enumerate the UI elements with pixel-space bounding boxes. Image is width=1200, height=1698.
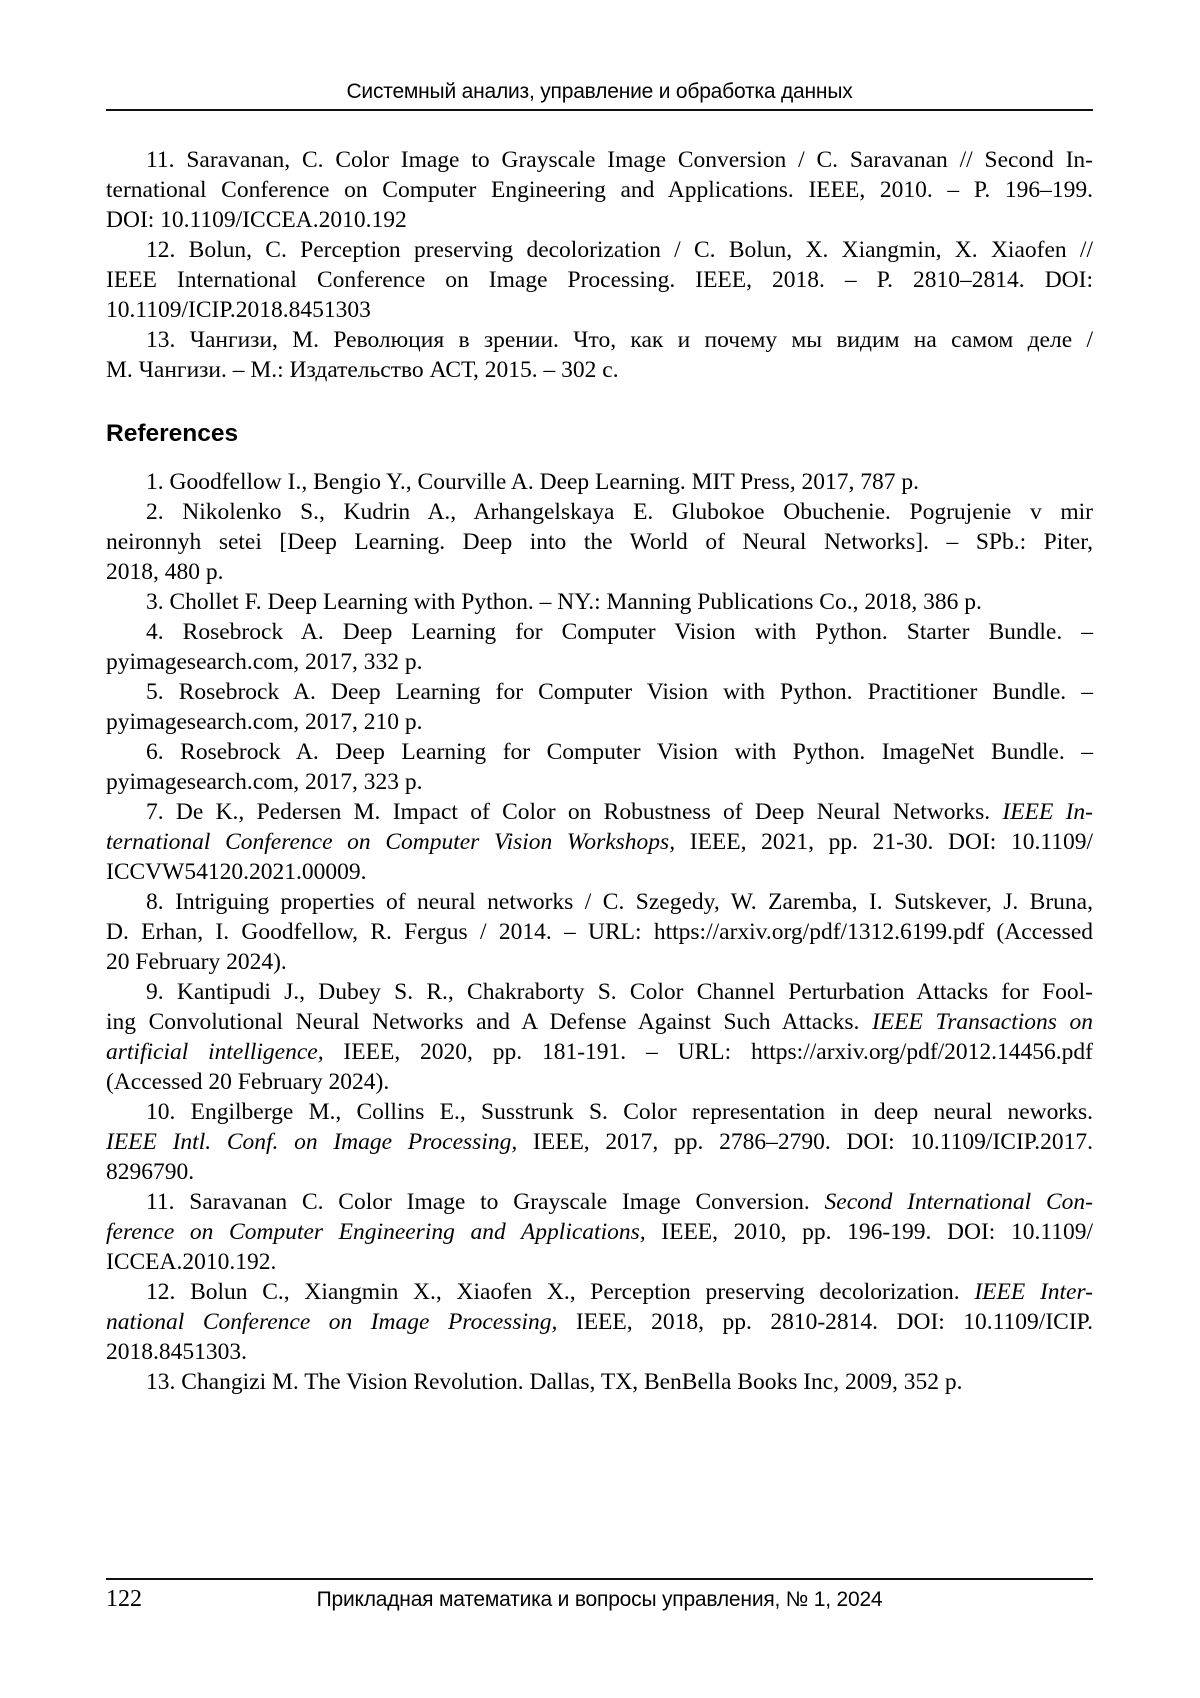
reference-segment: 11. Saravanan, C. Color Image to Grayscale Image Conversion / C. Saravanan // Second In- bbox=[146, 147, 1093, 173]
reference-line bbox=[106, 1067, 1093, 1097]
page-footer bbox=[106, 1578, 1093, 1612]
reference-segment: IEEE, 2010, pp. 196-199. DOI: 10.1109/ bbox=[645, 1219, 1093, 1245]
reference-line bbox=[106, 467, 1093, 497]
reference-segment: 12. Bolun, C. Perception preserving decolorization / C. Bolun, X. Xiangmin, X. Xiaofen // bbox=[146, 237, 1093, 263]
reference-segment: IEEE International Conference on Image Processing. IEEE, 2018. – P. 2810–2814. DOI: bbox=[106, 267, 1093, 293]
reference-segment: neironnyh setei [Deep Learning. Deep into the World of Neural Networks]. – SPb.: Piter, bbox=[106, 529, 1093, 555]
reference-line bbox=[106, 145, 1093, 175]
reference-segment-italic: IEEE Transactions on bbox=[872, 1009, 1093, 1035]
reference-line bbox=[106, 707, 1093, 737]
reference-segment-italic: national Conference on Image Processing, bbox=[106, 1309, 558, 1335]
reference-segment: 11. Saravanan C. Color Image to Grayscale Image Conversion. bbox=[146, 1189, 825, 1215]
reference-line bbox=[106, 977, 1093, 1007]
reference-line bbox=[106, 857, 1093, 887]
reference-segment: ternational Conference on Computer Engineering and Applications. IEEE, 2010. – P. 196–199. bbox=[106, 177, 1093, 203]
reference-line bbox=[106, 557, 1093, 587]
reference-segment: pyimagesearch.com, 2017, 323 p. bbox=[106, 769, 423, 795]
reference-segment: pyimagesearch.com, 2017, 332 p. bbox=[106, 649, 423, 675]
reference-line bbox=[106, 175, 1093, 205]
reference-line bbox=[106, 617, 1093, 647]
reference-segment: 3. Chollet F. Deep Learning with Python. – NY.: Manning Publications Co., 2018, 386 p. bbox=[146, 589, 982, 615]
reference-segment-italic: IEEE In- bbox=[1002, 799, 1093, 825]
reference-line bbox=[106, 647, 1093, 677]
reference-entry bbox=[106, 617, 1093, 677]
reference-entry bbox=[106, 325, 1093, 385]
reference-segment: 7. De K., Pedersen M. Impact of Color on Robustness of Deep Neural Networks. bbox=[146, 799, 1003, 825]
reference-entry bbox=[106, 1277, 1093, 1367]
reference-line bbox=[106, 947, 1093, 977]
reference-segment-italic: artificial intelligence, bbox=[106, 1039, 324, 1065]
reference-line bbox=[106, 827, 1093, 857]
reference-segment: IEEE, 2021, pp. 21-30. DOI: 10.1109/ bbox=[675, 829, 1093, 855]
reference-segment: 4. Rosebrock A. Deep Learning for Computer Vision with Python. Starter Bundle. – bbox=[146, 619, 1093, 645]
reference-segment: 9. Kantipudi J., Dubey S. R., Chakraborty S. Color Channel Perturbation Attacks for Fool- bbox=[146, 979, 1093, 1005]
reference-segment: 8296790. bbox=[106, 1159, 195, 1185]
reference-line bbox=[106, 325, 1093, 355]
document-body bbox=[106, 145, 1093, 1397]
reference-segment: 13. Чангизи, М. Революция в зрении. Что, как и почему мы видим на самом деле / bbox=[146, 327, 1093, 353]
reference-line bbox=[106, 497, 1093, 527]
journal-title: Прикладная математика и вопросы управления, № 1, 2024 bbox=[316, 1588, 883, 1611]
reference-line bbox=[106, 295, 1093, 325]
reference-segment-italic: ternational Conference on Computer Vision Workshops, bbox=[106, 829, 676, 855]
reference-segment: 10. Engilberge M., Collins E., Susstrunk S. Color representation in deep neural neworks. bbox=[146, 1099, 1093, 1125]
reference-line bbox=[106, 737, 1093, 767]
reference-entry bbox=[106, 145, 1093, 235]
reference-segment-italic: ference on Computer Engineering and Applications, bbox=[106, 1219, 646, 1245]
reference-line bbox=[106, 1277, 1093, 1307]
reference-segment: 2018, 480 p. bbox=[106, 559, 224, 585]
reference-line bbox=[106, 1367, 1093, 1397]
reference-line bbox=[106, 587, 1093, 617]
reference-segment: 2018.8451303. bbox=[106, 1339, 247, 1365]
reference-segment: IEEE, 2017, pp. 2786–2790. DOI: 10.1109/ICIP.2017. bbox=[517, 1129, 1093, 1155]
reference-line bbox=[106, 205, 1093, 235]
reference-segment: 12. Bolun C., Xiangmin X., Xiaofen X., Perception preserving decolorization. bbox=[146, 1279, 975, 1305]
reference-line bbox=[106, 1127, 1093, 1157]
reference-line bbox=[106, 1217, 1093, 1247]
reference-segment: D. Erhan, I. Goodfellow, R. Fergus / 2014. – URL: https://arxiv.org/pdf/1312.6199.pdf (Accessed bbox=[106, 919, 1093, 945]
reference-entry bbox=[106, 1097, 1093, 1187]
reference-entry bbox=[106, 587, 1093, 617]
reference-segment: 8. Intriguing properties of neural networks / C. Szegedy, W. Zaremba, I. Sutskever, J. Bruna, bbox=[146, 889, 1093, 915]
running-header-title: Системный анализ, управление и обработка данных bbox=[346, 80, 853, 103]
reference-segment: М. Чангизи. – М.: Издательство АСТ, 2015. – 302 с. bbox=[106, 357, 619, 383]
reference-segment: IEEE, 2020, pp. 181-191. – URL: https://arxiv.org/pdf/2012.14456.pdf bbox=[323, 1039, 1094, 1065]
russian-references-list bbox=[106, 145, 1093, 385]
references-heading: References bbox=[106, 420, 239, 447]
reference-line bbox=[106, 1247, 1093, 1277]
reference-entry bbox=[106, 737, 1093, 797]
reference-entry bbox=[106, 977, 1093, 1097]
running-header bbox=[106, 80, 1093, 111]
reference-line bbox=[106, 797, 1093, 827]
reference-segment: (Accessed 20 February 2024). bbox=[106, 1069, 390, 1095]
reference-line bbox=[106, 1307, 1093, 1337]
reference-segment: 6. Rosebrock A. Deep Learning for Computer Vision with Python. ImageNet Bundle. – bbox=[146, 739, 1093, 765]
reference-segment: 10.1109/ICIP.2018.8451303 bbox=[106, 297, 371, 323]
reference-line bbox=[106, 1007, 1093, 1037]
reference-entry bbox=[106, 467, 1093, 497]
reference-line bbox=[106, 917, 1093, 947]
reference-entry bbox=[106, 235, 1093, 325]
reference-segment: ICCEA.2010.192. bbox=[106, 1249, 277, 1275]
reference-segment: DOI: 10.1109/ICCEA.2010.192 bbox=[106, 207, 407, 233]
reference-segment: 13. Changizi M. The Vision Revolution. Dallas, TX, BenBella Books Inc, 2009, 352 p. bbox=[146, 1369, 963, 1395]
reference-line bbox=[106, 355, 1093, 385]
reference-entry bbox=[106, 1367, 1093, 1397]
reference-segment: ing Convolutional Neural Networks and A Defense Against Such Attacks. bbox=[106, 1009, 873, 1035]
reference-line bbox=[106, 767, 1093, 797]
reference-line bbox=[106, 1187, 1093, 1217]
reference-line bbox=[106, 677, 1093, 707]
reference-segment: 5. Rosebrock A. Deep Learning for Computer Vision with Python. Practitioner Bundle. – bbox=[146, 679, 1093, 705]
page-number: 122 bbox=[106, 1586, 142, 1612]
english-references-list bbox=[106, 467, 1093, 1397]
reference-segment-italic: IEEE Intl. Conf. on Image Processing, bbox=[106, 1129, 518, 1155]
reference-segment: ICCVW54120.2021.00009. bbox=[106, 859, 367, 885]
reference-entry bbox=[106, 887, 1093, 977]
reference-line bbox=[106, 1157, 1093, 1187]
reference-entry bbox=[106, 677, 1093, 737]
reference-segment: 20 February 2024). bbox=[106, 949, 287, 975]
reference-segment: pyimagesearch.com, 2017, 210 p. bbox=[106, 709, 423, 735]
reference-entry bbox=[106, 797, 1093, 887]
reference-segment: 2. Nikolenko S., Kudrin A., Arhangelskaya E. Glubokoe Obuchenie. Pogrujenie v mir bbox=[146, 499, 1093, 525]
reference-line bbox=[106, 527, 1093, 557]
reference-entry bbox=[106, 1187, 1093, 1277]
reference-line bbox=[106, 1097, 1093, 1127]
reference-segment-italic: Second International Con- bbox=[824, 1189, 1093, 1215]
reference-line bbox=[106, 235, 1093, 265]
reference-line bbox=[106, 265, 1093, 295]
reference-segment-italic: IEEE Inter- bbox=[974, 1279, 1093, 1305]
reference-line bbox=[106, 1337, 1093, 1367]
reference-segment: 1. Goodfellow I., Bengio Y., Courville A. Deep Learning. MIT Press, 2017, 787 p. bbox=[146, 469, 920, 495]
reference-segment: IEEE, 2018, pp. 2810-2814. DOI: 10.1109/ICIP. bbox=[557, 1309, 1093, 1335]
reference-line bbox=[106, 1037, 1093, 1067]
reference-line bbox=[106, 887, 1093, 917]
reference-entry bbox=[106, 497, 1093, 587]
